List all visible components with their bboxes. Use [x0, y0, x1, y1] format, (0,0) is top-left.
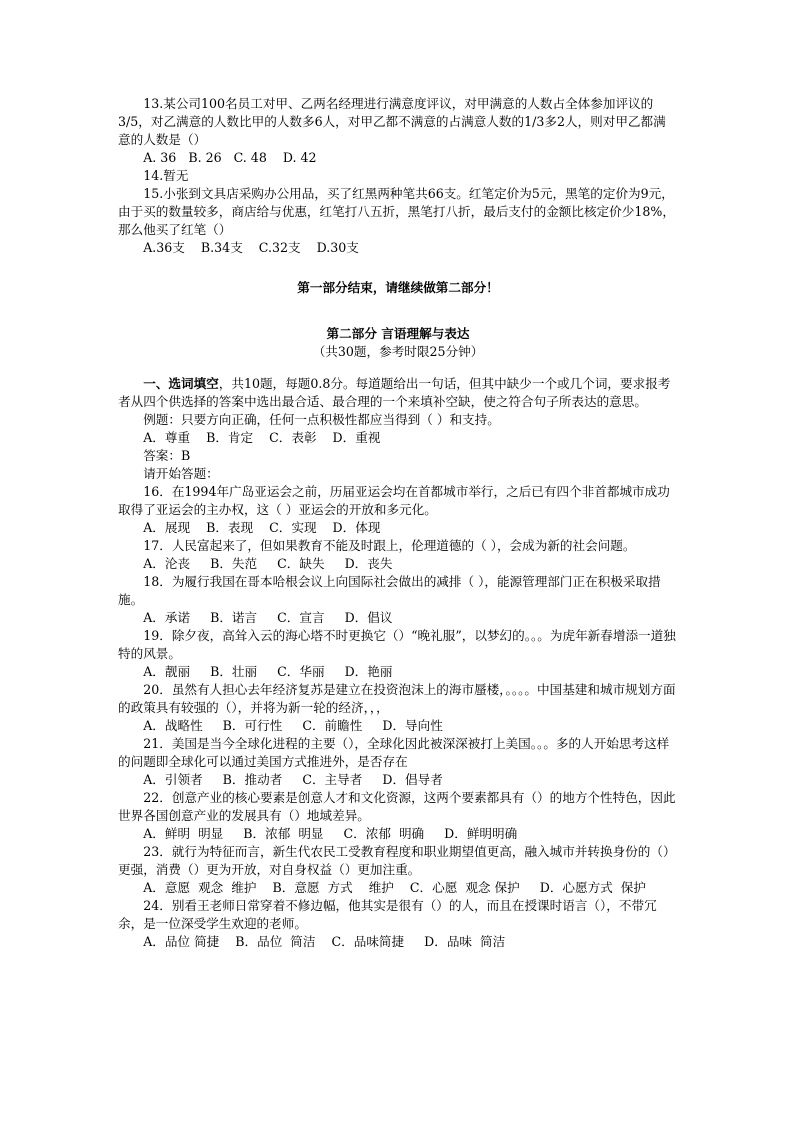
- question-options: A. 36 B. 26 C. 48 D. 42: [143, 150, 317, 165]
- question-stem: 为履行我国在哥本哈根会议上向国际社会做出的减排（ ），能源管理部门正在积极采取措施。: [118, 574, 661, 607]
- question-14: [118, 167, 678, 185]
- question-number: 14.: [143, 168, 164, 183]
- part1-end-notice: 第一部分结束，请继续做第二部分！: [297, 280, 499, 295]
- question-list: [118, 483, 678, 951]
- section1-intro: [118, 375, 678, 411]
- question-item: [118, 789, 678, 843]
- question-item: [118, 735, 678, 789]
- question-number: 20．: [143, 682, 172, 697]
- question-number: 22．: [143, 790, 172, 805]
- question-number: 16．: [143, 484, 172, 499]
- question-item: [118, 627, 678, 681]
- question-item: [118, 681, 678, 735]
- question-options: A．品位 简捷 B．品位 简洁 C．品味简捷 D．品味 简洁: [143, 934, 506, 949]
- question-options: A．引领者 B．推动者 C．主导者 D．倡导者: [143, 772, 443, 787]
- question-stem: 人民富起来了，但如果教育不能及时跟上，伦理道德的（ ），会成为新的社会问题。: [171, 538, 636, 553]
- start-label: 请开始答题：: [143, 466, 219, 481]
- question-stem: 某公司100名员工对甲、乙两名经理进行满意度评议，对甲满意的人数占全体参加评议的3/5，对乙满意的人数比甲的人数多6人，对甲乙都不满意的占满意人数的1/3多2人，则对甲乙都满意的人数是（）: [118, 96, 666, 147]
- question-stem: 别看王老师日常穿着不修边幅，他其实是很有（）的人，而且在授课时语言（），不带冗余，是一位深受学生欢迎的老师。: [118, 898, 657, 931]
- question-stem: 在1994年广岛亚运会之前，历届亚运会均在首都城市举行，之后已有四个非首都城市成功取得了亚运会的主办权，这（ ）亚运会的开放和多元化。: [118, 484, 670, 517]
- question-stem: 暂无: [163, 168, 189, 183]
- question-item: [118, 537, 678, 573]
- question-number: 17．: [143, 538, 172, 553]
- question-stem: 除夕夜，高耸入云的海心塔不时更换它（）“晚礼服”，以梦幻的。。。为虎年新春增添一道独特的风景。: [118, 628, 676, 661]
- section1-instructions: ，共10题，每题0.8分。每道题给出一句话，但其中缺少一个或几个词，要求报考者从四个供选择的答案中选出最合适、最合理的一个来填补空缺，使之符合句子所表达的意思。: [118, 376, 671, 409]
- document-page: [118, 95, 678, 951]
- question-stem: 创意产业的核心要素是创意人才和文化资源，这两个要素都具有（）的地方个性特色，因此世界各国创意产业的发展具有（）地域差异。: [118, 790, 676, 823]
- question-options: A．靓丽 B．壮丽 C．华丽 D．艳丽: [143, 664, 393, 679]
- question-number: 19．: [143, 628, 172, 643]
- question-number: 21．: [143, 736, 172, 751]
- section1-heading: 一、选词填空: [143, 376, 219, 391]
- question-13: [118, 95, 678, 167]
- question-options: A．承诺 B．诺言 C．宣言 D．倡议: [143, 610, 393, 625]
- example-answer: 答案：B: [143, 448, 191, 463]
- question-options: A．沦丧 B．失范 C．缺失 D．丧失: [143, 556, 393, 571]
- part2-title: 第二部分 言语理解与表达: [326, 326, 470, 341]
- question-15: [118, 185, 678, 257]
- question-stem: 就行为特征而言，新生代农民工受教育程度和职业期望值更高，融入城市并转换身份的（）更强，消费（）更为开放，对自身权益（）更加注重。: [118, 844, 676, 877]
- question-number: 24．: [143, 898, 172, 913]
- question-item: [118, 843, 678, 897]
- question-options: A．鲜明 明显 B．浓郁 明显 C．浓郁 明确 D．鲜明明确: [143, 826, 518, 841]
- question-number: 13.: [143, 96, 164, 111]
- question-stem: 虽然有人担心去年经济复苏是建立在投资泡沫上的海市蜃楼，。。。。中国基建和城市规划方面的政策具有较强的（），并将为新一轮的经济，，，: [118, 682, 676, 715]
- part2-subtitle: （共30题，参考时限25分钟）: [312, 344, 484, 359]
- question-item: [118, 897, 678, 951]
- question-options: A．战略性 B．可行性 C．前瞻性 D．导向性: [143, 718, 443, 733]
- question-options: A．意愿 观念 维护 B．意愿 方式 维护 C．心愿 观念 保护 D．心愿方式 保护: [143, 880, 646, 895]
- question-options: A．展现 B．表现 C．实现 D．体现: [143, 520, 381, 535]
- question-number: 15.: [143, 186, 164, 201]
- question-stem: 美国是当今全球化进程的主要（），全球化因此被深深被打上美国。。。多的人开始思考这样的问题即全球化可以通过美国方式推进外，是否存在: [118, 736, 670, 769]
- question-options: A.36支 B.34支 C.32支 D.30支: [143, 240, 359, 255]
- question-item: [118, 573, 678, 627]
- question-item: [118, 483, 678, 537]
- question-stem: 小张到文具店采购办公用品，买了红黑两种笔共66支。红笔定价为5元，黑笔的定价为9元，由于买的数量较多，商店给与优惠，红笔打八五折，黑笔打八折，最后支付的金额比核定价少18%，那么他买了红笔（）: [118, 186, 675, 237]
- question-number: 23．: [143, 844, 172, 859]
- question-number: 18．: [143, 574, 172, 589]
- example-options: A．尊重 B．肯定 C．表彰 D．重视: [143, 430, 381, 445]
- example-stem: 例题：只要方向正确，任何一点积极性都应当得到（ ）和支持。: [143, 412, 500, 427]
